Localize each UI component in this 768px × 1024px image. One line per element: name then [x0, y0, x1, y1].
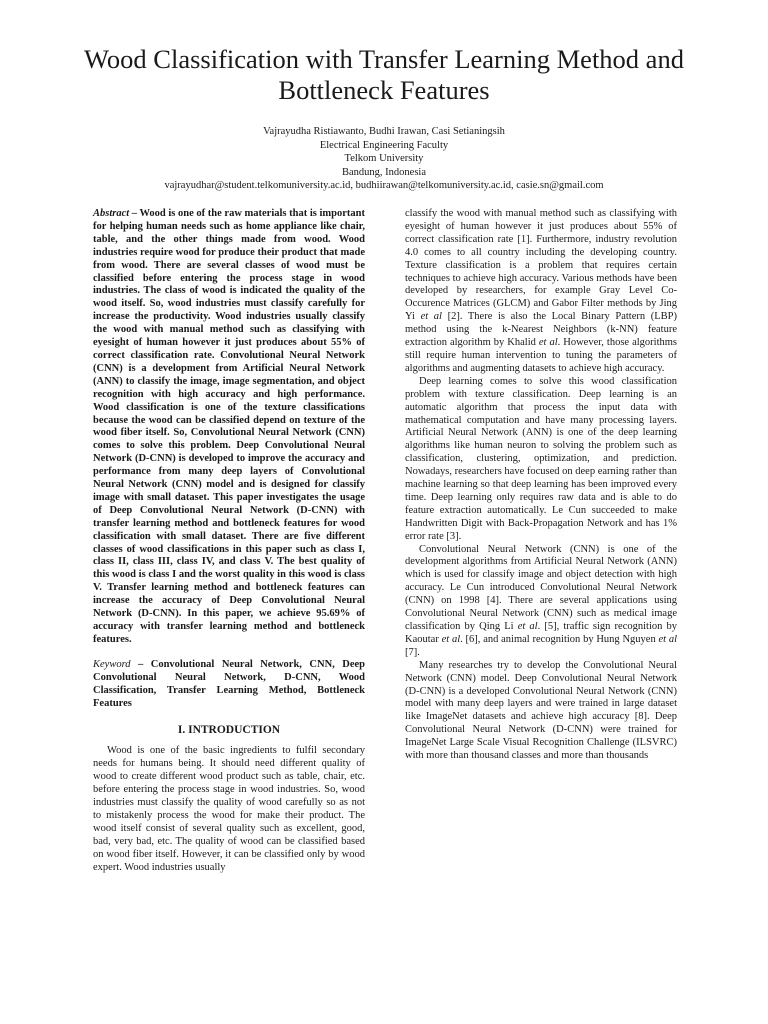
text-run: . [5], traffic sign recognition by Kaoutar [405, 621, 677, 645]
et-al-italic: et al [658, 633, 678, 645]
left-column [93, 208, 365, 874]
text-run: classify the wood with manual method such as classifying with eyesight of human however it just produces about 55% of correct classification rate [1]. Furthermore, industry revolution 4.0 comes to all country including the developing country. Texture classification is a problem that requires certain techniques to achieve high accuracy. Various methods have been developed by researchers, for example Gray Level Co-Occurence Matrices (GLCM) and Gabor Filter methods by Jing Yi [405, 208, 677, 323]
intro-paragraph-4: Many researches try to develop the Convolutional Neural Network (CNN) model. Deep Convolutional Neural Network (D-CNN) is a developed Convolutional Neural Network (CNN) model with many deep layers and were trained in large dataset like ImageNet datasets and achieve high accuracy [8]. Deep Convolutional Neural Network (D-CNN) were trained for ImageNet Large Scale Visual Recognition Challenge (ILSVRC) with more than thousand classes and more than thousands [405, 659, 677, 762]
section-heading-introduction: I. INTRODUCTION [177, 724, 281, 737]
right-column [405, 208, 677, 763]
text-run: [2]. There is also the Local Binary Pattern (LBP) method using the k-Nearest Neighbors (k-NN) feature extraction algorithm by Khalid [405, 311, 678, 349]
et-al-italic: et al [517, 621, 538, 632]
keywords-text: – Convolutional Neural Network, CNN, Deep Convolutional Neural Network, D-CNN, Wood Classification, Transfer Learning Method, Bottleneck Features [93, 658, 365, 709]
abstract [93, 208, 365, 647]
text-run: . However, those algorithms still require human intervention to tuning the parameters of algorithms and augmenting datasets to achieve high accuracy. [405, 337, 678, 374]
intro-paragraph-1-continued [405, 208, 677, 376]
author-emails: vajrayudhar@student.telkomuniversity.ac.id, budhiirawan@telkomuniversity.ac.id, casie.sn@gmail.com [164, 180, 604, 191]
abstract-text: – Wood is one of the raw materials that is important for helping human needs such as home appliance like chair, table, and the other things made from wood. Wood industries require wood for produce their product that made from wood. There are several classes of wood must be classified before entering the process stage in wood industries. The class of wood is indicated the quality of the wood itself. So, wood industries must classify carefully for increase the productivity. Wood industries usually classify the wood with manual method such as classifying with eyesight of human however it just produces about 55% of correct classification rate. Convolutional Neural Network (CNN) is a development from Artificial Neural Network (ANN) to classify the image, image segmentation, and object recognition with high accuracy and high performance. Wood classification is one of the texture classifications because the wood can be classified depend on texture of the wood fiber itself. So, Convolutional Neural Network (CNN) comes to solve this problem. Deep Convolutional Neural Network (D-CNN) is developed to improve the accuracy and performance from many deep layers of Convolutional Neural Network (CNN) model and is designed for classify image with small dataset. This paper investigates the usage of Deep Convolutional Neural Network (D-CNN) with transfer learning method and bottleneck features for wood classification with small dataset. There are five different classes of wood classifications in this paper such as class I, class II, class III, class IV, and class V. The best quality of this wood is class I and the worst quality in this wood is class V. Transfer learning method and bottleneck features can increase the accuracy of Deep Convolutional Neural Network (D-CNN). In this paper, we achieve 95.69% of accuracy with transfer learning method and bottleneck features. [93, 208, 365, 645]
intro-paragraph-3 [405, 544, 677, 660]
et-al-italic: et al [538, 337, 558, 349]
text-run: [7]. [405, 646, 420, 658]
keywords [93, 659, 365, 711]
et-al-italic: et al [441, 633, 461, 645]
intro-paragraph-2: Deep learning comes to solve this wood classification problem with texture classification. Deep learning is an automatic algorithm that process the input data with mathematical computation and have many processing layers. Artificial Neural Network (ANN) is one of the deep learning algorithms like human neuron to solving the problem such as classification, clustering, optimization, and prediction. Nowadays, researchers have focused on deep earning rather than machine learning so that deep learning has been improved every time. Deep learning only requires raw data and is able to do feature extraction automatically. Le Cun succeeded to make Handwritten Digit with Back-Propagation Network and has 1% error rate [3]. [405, 375, 678, 542]
author-names: Vajrayudha Ristiawanto, Budhi Irawan, Casi Setianingsih [263, 126, 505, 137]
intro-paragraph-1: Wood is one of the basic ingredients to fulfil secondary needs for humans being. It should need different quality of wood to create different wood product such as table, chair, etc. before entering the process stage in wood industries. So, wood industries must classify the quality of wood carefully so as not to mistakenly process the wood for make their product. The wood itself consist of several quality such as excellent, good, bad, very bad, etc. The quality of wood can be classified based on wood fiber itself. However, it can be classified only by wood expert. Wood industries usually [93, 745, 365, 873]
paper-title: Wood Classification with Transfer Learning Method and Bottleneck Features [84, 44, 684, 105]
et-al-italic: et al [420, 311, 442, 323]
author-faculty: Electrical Engineering Faculty [319, 139, 449, 151]
text-run: . [6], and animal recognition by Hung Nguyen [460, 633, 659, 645]
keywords-label: Keyword [93, 658, 131, 670]
text-run: Convolutional Neural Network (CNN) is one of the development algorithms from Artificial Neural Network (ANN) which is used for classify image and object detection with high accuracy. Le Cun introduced Convolutional Neural Network (CNN) on 1998 [4]. There are several applications using Convolutional Neural Network (CNN) such as medical image classification by Qing Li [405, 543, 677, 632]
author-location: Bandung, Indonesia [342, 166, 426, 178]
author-block [40, 125, 728, 193]
author-university: Telkom University [344, 153, 424, 164]
abstract-label: Abstract [93, 208, 130, 219]
